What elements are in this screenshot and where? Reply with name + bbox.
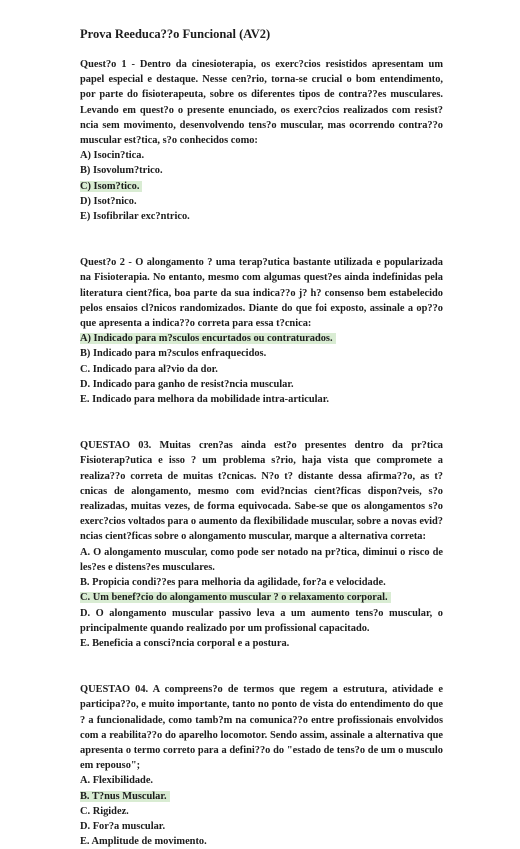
option-c: C. Rigidez. <box>80 805 129 817</box>
option-a: A) Isocin?tica. <box>80 150 145 162</box>
options-list <box>80 773 443 849</box>
option-e: E) Isofibrilar exc?ntrico. <box>80 211 190 223</box>
option-b: B. Propicia condi??es para melhoria da agilidade, for?a e velocidade. <box>80 577 386 589</box>
option-c-highlighted: C. Um benef?cio do alongamento muscular ? o relaxamento corporal. <box>80 590 443 605</box>
question-text: QUESTAO 04. A compreens?o de termos que regem a estrutura, atividade e participa??o, e muito importante, tanto no ponto de vista do entendimento do que ? a funcionalidade, como tamb?m na comunica??o entre profissionais envolvidos com a reabilita??o do aparelho locomotor. Sendo assim, assinale a alternativa que apresenta o termo correto para a defini??o do "estado de tens?o de um o musculo em repouso"; <box>80 684 443 772</box>
option-d: D. O alongamento muscular passivo leva a um aumento tens?o muscular, o principalmente quando realizado por um profissional capacitado. <box>80 607 443 634</box>
question-4 <box>80 682 443 849</box>
option-b: B) Isovolum?trico. <box>80 165 163 177</box>
option-a: A. O alongamento muscular, como pode ser notado na pr?tica, diminui o risco de les?es e distens?es musculares. <box>80 546 443 573</box>
spacer <box>80 651 443 682</box>
question-text: Quest?o 1 - Dentro da cinesioterapia, os exerc?cios resistidos apresentam um papel especial e destaque. Nesse cen?rio, torna-se crucial o bom entendimento, por parte do fisioterapeuta, sobre os diferentes tipos de contra??es musculares. Levando em quest?o o presente enunciado, os exerc?cios realizados com resist?ncia sem movimento, desenvolvendo tens?o muscular, mas ocorrendo contra??o muscular est?tica, s?o conhecidos como: <box>80 59 443 147</box>
question-text: QUESTAO 03. Muitas cren?as ainda est?o presentes dentro da pr?tica Fisioterap?utica e isso ? um problema s?rio, haja vista que compromete a realiza??o correta de muitas t?cnicas. N?o t? distante dessa afirma??o, as t?cnicas de alongamento, mesmo com evid?ncias cient?ficas dispon?veis, s?o realizadas, muitas vezes, de forma equivocada. Sabe-se que os alongamentos s?o exerc?cios voltados para o aumento da flexibilidade muscular, sobre a novas evid?ncias cient?ficas sobre o alongamento muscular, marque a alternativa correta: <box>80 440 443 543</box>
question-text: Quest?o 2 - O alongamento ? uma terap?utica bastante utilizada e popularizada na Fisioterapia. No entanto, mesmo com algumas quest?es ainda indefinidas pela literatura cient?fica, boa parte da sua indica??o j? h? consenso bem estabelecido pelos ensaios cl?nicos randomizados. Diante do que foi exposto, assinale a op??o que apresenta a indica??o correta para essa t?cnica: <box>80 257 443 330</box>
option-b: B) Indicado para m?sculos enfraquecidos. <box>80 348 267 360</box>
option-b-highlighted: B. T?nus Muscular. <box>80 789 443 804</box>
option-c: C. Indicado para al?vio da dor. <box>80 363 218 375</box>
option-e: E. Indicado para melhora da mobilidade intra-articular. <box>80 394 330 406</box>
option-e: E. Amplitude de movimento. <box>80 836 207 848</box>
options-list <box>80 545 443 651</box>
question-1 <box>80 57 443 224</box>
options-list <box>80 148 443 224</box>
spacer <box>80 407 443 438</box>
option-c-highlighted: C) Isom?tico. <box>80 179 443 194</box>
spacer <box>80 224 443 255</box>
option-e: E. Beneficia a consci?ncia corporal e a postura. <box>80 637 290 649</box>
option-a-highlighted: A) Indicado para m?sculos encurtados ou contraturados. <box>80 331 443 346</box>
option-a: A. Flexibilidade. <box>80 775 154 787</box>
option-d: D. For?a muscular. <box>80 820 166 832</box>
page-title: Prova Reeduca??o Funcional (AV2) <box>80 27 271 41</box>
options-list <box>80 331 443 407</box>
option-d: D) Isot?nico. <box>80 195 137 207</box>
option-d: D. Indicado para ganho de resist?ncia muscular. <box>80 378 294 390</box>
question-3 <box>80 438 443 651</box>
question-2 <box>80 255 443 407</box>
